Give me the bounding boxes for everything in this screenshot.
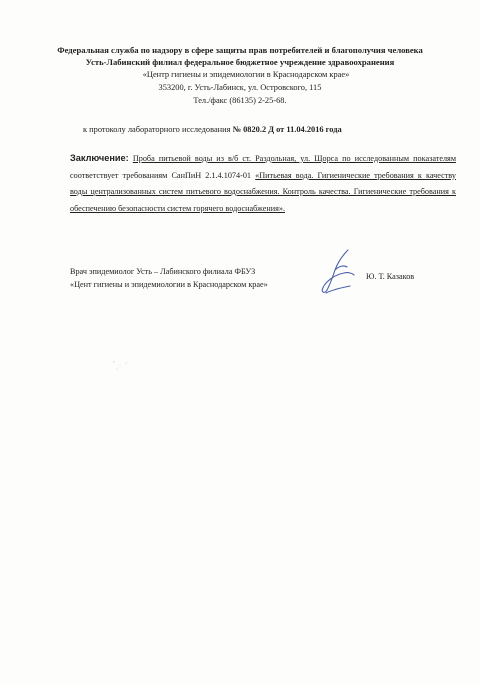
center-name: «Центр гигиены и эпидемиологии в Краснодарском крае» (142, 70, 350, 79)
conclusion-compliance-text: соответствует требованиям СанПиН 2.1.4.1074-01 (70, 170, 252, 180)
signatory-position (70, 266, 268, 291)
signatory-position-line1: Врач эпидемиолог Усть – Лабинского филиала ФБУЗ (70, 267, 256, 276)
conclusion-label: Заключение (70, 153, 126, 163)
conclusion-colon: : (125, 153, 129, 163)
phone-fax: Тел./факс (86135) 2-25-68. (193, 96, 287, 105)
handwritten-signature (318, 246, 360, 296)
conclusion-sample-text: Проба питьевой воды из в/б ст. Раздольная, ул. Щорса по исследованным показателям (132, 154, 457, 163)
protocol-prefix: к протоколу лабораторного исследования (83, 125, 231, 134)
agency-name: Федеральная служба по надзору в сфере защиты прав потребителей и благополучия человека (57, 45, 423, 55)
address: 353200, г. Усть-Лабинск, ул. Островского, 115 (158, 83, 322, 92)
signatory-name: Ю. Т. Казаков (366, 272, 415, 281)
conclusion-standard-title: «Питьевая вода. Гигиенические требования к качеству воды централизованных систем питьевого водоснабжения. Контроль качества. Гигиенические требования к обеспечению безопасности систем горячего водоснабжения». (70, 170, 456, 213)
branch-name: Усть-Лабинский филиал федеральное бюджетное учреждение здравоохранения (85, 57, 395, 67)
conclusion-paragraph (70, 150, 456, 217)
signatory-position-line2: «Цент гигиены и эпидемиологии в Краснодарском крае» (70, 279, 268, 289)
protocol-number: № 0820.2 Д от 11.04.2016 года (232, 125, 342, 134)
scan-artifact (108, 358, 138, 374)
protocol-reference (83, 125, 342, 134)
letterhead (0, 44, 480, 107)
